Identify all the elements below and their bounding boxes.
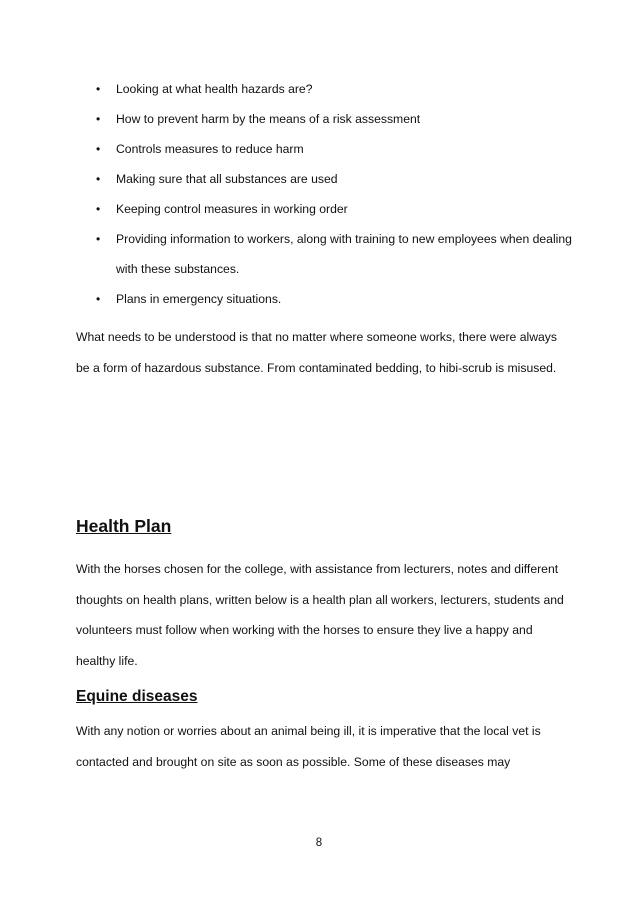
heading-equine-diseases: Equine diseases [76,688,198,705]
bullet-icon: • [96,232,101,246]
paragraph-equine-diseases: With any notion or worries about an animal being ill, it is imperative that the local vet is contacted and brought on site as soon as possible. Some of these diseases may [76,724,541,769]
bullet-icon: • [96,82,101,96]
bullet-icon: • [96,202,101,216]
list-item [96,74,576,104]
list-item [96,104,576,134]
bullet-icon: • [96,292,101,306]
bullet-text: Plans in emergency situations. [116,292,282,306]
bullet-icon: • [96,172,101,186]
list-item [96,224,576,284]
bullet-text: Looking at what health hazards are? [116,82,313,96]
bullet-list [96,74,576,314]
bullet-icon: • [96,142,101,156]
paragraph-health-plan: With the horses chosen for the college, with assistance from lecturers, notes and different thoughts on health plans, written below is a health plan all workers, lecturers, students and volunteers must follow when working with the horses to ensure they live a happy and healthy life. [76,562,564,668]
page-number: 8 [315,837,323,849]
bullet-text: Making sure that all substances are used [116,172,338,186]
list-item [96,284,576,314]
list-item [96,134,576,164]
list-item [96,164,576,194]
heading-health-plan: Health Plan [76,516,172,536]
paragraph-hazardous-substances: What needs to be understood is that no matter where someone works, there were always be a form of hazardous substance. From contaminated bedding, to hibi-scrub is misused. [76,330,557,375]
bullet-text: Keeping control measures in working order [116,202,348,216]
bullet-text: Controls measures to reduce harm [116,142,304,156]
bullet-text: Providing information to workers, along with training to new employees when dealing with these substances. [116,232,572,276]
list-item [96,194,576,224]
bullet-icon: • [96,112,101,126]
bullet-text: How to prevent harm by the means of a risk assessment [116,112,421,126]
